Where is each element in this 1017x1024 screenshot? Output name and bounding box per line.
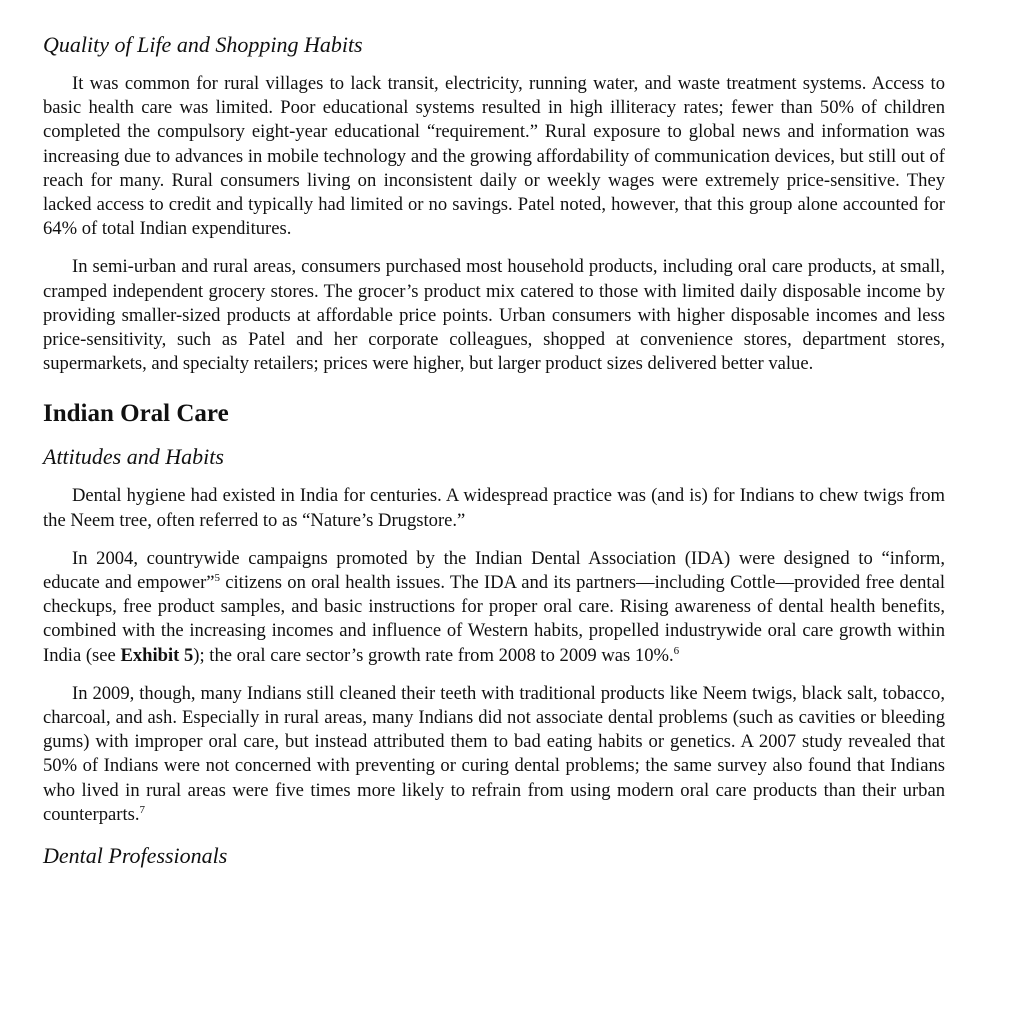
paragraph-dental-hygiene-history: Dental hygiene had existed in India for centuries. A widespread practice was (and is) for Indians to chew twigs from the Neem tree, often referred to as “Nature’s Drugstore.” (43, 485, 945, 531)
footnote-ref-5: 5 (214, 571, 221, 584)
subheading-attitudes-habits: Attitudes and Habits (43, 444, 224, 470)
paragraph-rural-conditions: It was common for rural villages to lack transit, electricity, running water, and waste treatment systems. Access to basic health care was limited. Poor educational systems resulted in high illiteracy rates; fewer than 50% of children completed the compulsory eight-year educational “requirement.” Rural exposure to global news and information was increasing due to advances in mobile technology and the growing affordability of communication devices, but still out of reach for many. Rural consumers living on inconsistent daily or weekly wages were extremely price-sensitive. They lacked access to credit and typically had limited or no savings. Patel noted, however, that this group alone accounted for 64% of total Indian expenditures. (43, 73, 945, 240)
paragraph-shopping-habits: In semi-urban and rural areas, consumers purchased most household products, including oral care products, at small, cramped independent grocery stores. The grocer’s product mix catered to those with limited daily disposable income by providing smaller-sized products at affordable price points. Urban consumers with higher disposable incomes and less price-sensitivity, such as Patel and her corporate colleagues, shopped at convenience stores, department stores, supermarkets, and specialty retailers; prices were higher, but larger product sizes delivered better value. (43, 256, 945, 375)
subheading-quality-of-life: Quality of Life and Shopping Habits (43, 32, 363, 57)
section-heading-indian-oral-care: Indian Oral Care (43, 400, 229, 428)
subheading-dental-professionals: Dental Professionals (43, 843, 228, 869)
ida-text-3: ); the oral care sector’s growth rate from 2008 to 2009 was 10%. (193, 644, 674, 666)
document-page (43, 30, 945, 883)
traditional-text: In 2009, though, many Indians still cleaned their teeth with traditional products like Neem twigs, black salt, tobacco, charcoal, and ash. Especially in rural areas, many Indians did not associate dental problems (such as cavities or bleeding gums) with improper oral care, but instead attributed them to bad eating habits or genetics. A 2007 study revealed that 50% of Indians were not concerned with preventing or curing dental problems; the same survey also found that Indians who lived in rural areas were five times more likely to refrain from using modern oral care products than their urban counterparts. (43, 682, 945, 825)
ida-text-1: In 2004, countrywide campaigns promoted by the Indian Dental Association (IDA) were designed to “inform, educate and empower” (43, 547, 945, 594)
paragraph-traditional-products (43, 682, 945, 827)
footnote-ref-6: 6 (673, 644, 680, 657)
exhibit-reference: Exhibit 5 (120, 644, 194, 666)
footnote-ref-7: 7 (139, 803, 146, 816)
paragraph-ida-campaigns (43, 547, 945, 668)
ida-text-2: citizens on oral health issues. The IDA and its partners—including Cottle—provided free dental checkups, free product samples, and basic instructions for proper oral care. Rising awareness of dental health benefits, combined with the increasing incomes and influence of Western habits, propelled industrywide oral care growth within India (see (43, 572, 945, 666)
